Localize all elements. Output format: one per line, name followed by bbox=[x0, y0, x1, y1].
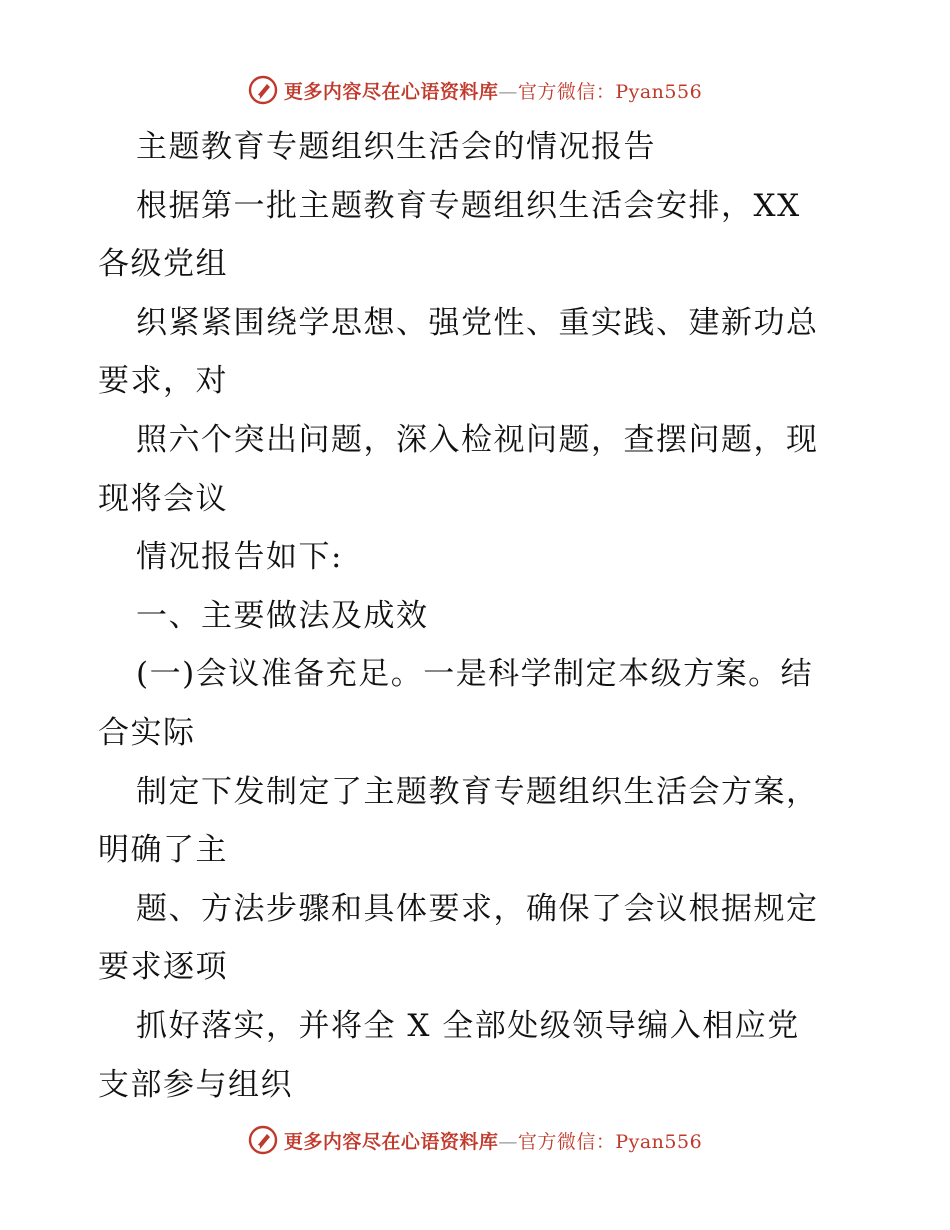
watermark-text bbox=[284, 1127, 702, 1154]
text-line: 现将会议 bbox=[98, 480, 228, 517]
header-watermark bbox=[0, 70, 950, 110]
text-line: 题、方法步骤和具体要求，确保了会议根据规定 bbox=[136, 890, 819, 927]
text-line: 要求逐项 bbox=[98, 949, 228, 986]
watermark-tail: 官方微信：Pyan556 bbox=[517, 1130, 703, 1153]
watermark-text bbox=[284, 77, 702, 104]
text-line: 制定下发制定了主题教育专题组织生活会方案， bbox=[136, 773, 819, 810]
footer-watermark bbox=[0, 1120, 950, 1160]
watermark-tail: 官方微信：Pyan556 bbox=[517, 80, 703, 103]
text-line: 明确了主 bbox=[98, 832, 228, 869]
text-line: 照六个突出问题，深入检视问题，查摆问题，现 bbox=[136, 421, 819, 458]
text-line: 要求，对 bbox=[98, 363, 228, 400]
document-body bbox=[98, 118, 858, 1114]
text-line: 支部参与组织 bbox=[98, 1066, 293, 1103]
watermark-separator: — bbox=[498, 1130, 518, 1153]
text-line: 一、主要做法及成效 bbox=[136, 597, 429, 634]
text-line: 情况报告如下: bbox=[136, 539, 343, 576]
text-line: 根据第一批主题教育专题组织生活会安排，XX bbox=[136, 187, 801, 224]
pen-nib-logo-icon bbox=[248, 1125, 278, 1155]
watermark-brand: 更多内容尽在心语资料库 bbox=[283, 1130, 499, 1153]
text-line: 各级党组 bbox=[98, 246, 228, 283]
watermark-separator: — bbox=[498, 80, 518, 103]
text-line: 抓好落实，并将全 X 全部处级领导编入相应党 bbox=[136, 1007, 800, 1044]
text-line: 主题教育专题组织生活会的情况报告 bbox=[136, 129, 656, 165]
pen-nib-logo-icon bbox=[248, 75, 278, 105]
text-line: (一)会议准备充足。一是科学制定本级方案。结 bbox=[136, 656, 814, 693]
text-line: 合实际 bbox=[98, 714, 196, 751]
text-line: 织紧紧围绕学思想、强党性、重实践、建新功总 bbox=[136, 304, 819, 341]
watermark-brand: 更多内容尽在心语资料库 bbox=[283, 80, 499, 103]
